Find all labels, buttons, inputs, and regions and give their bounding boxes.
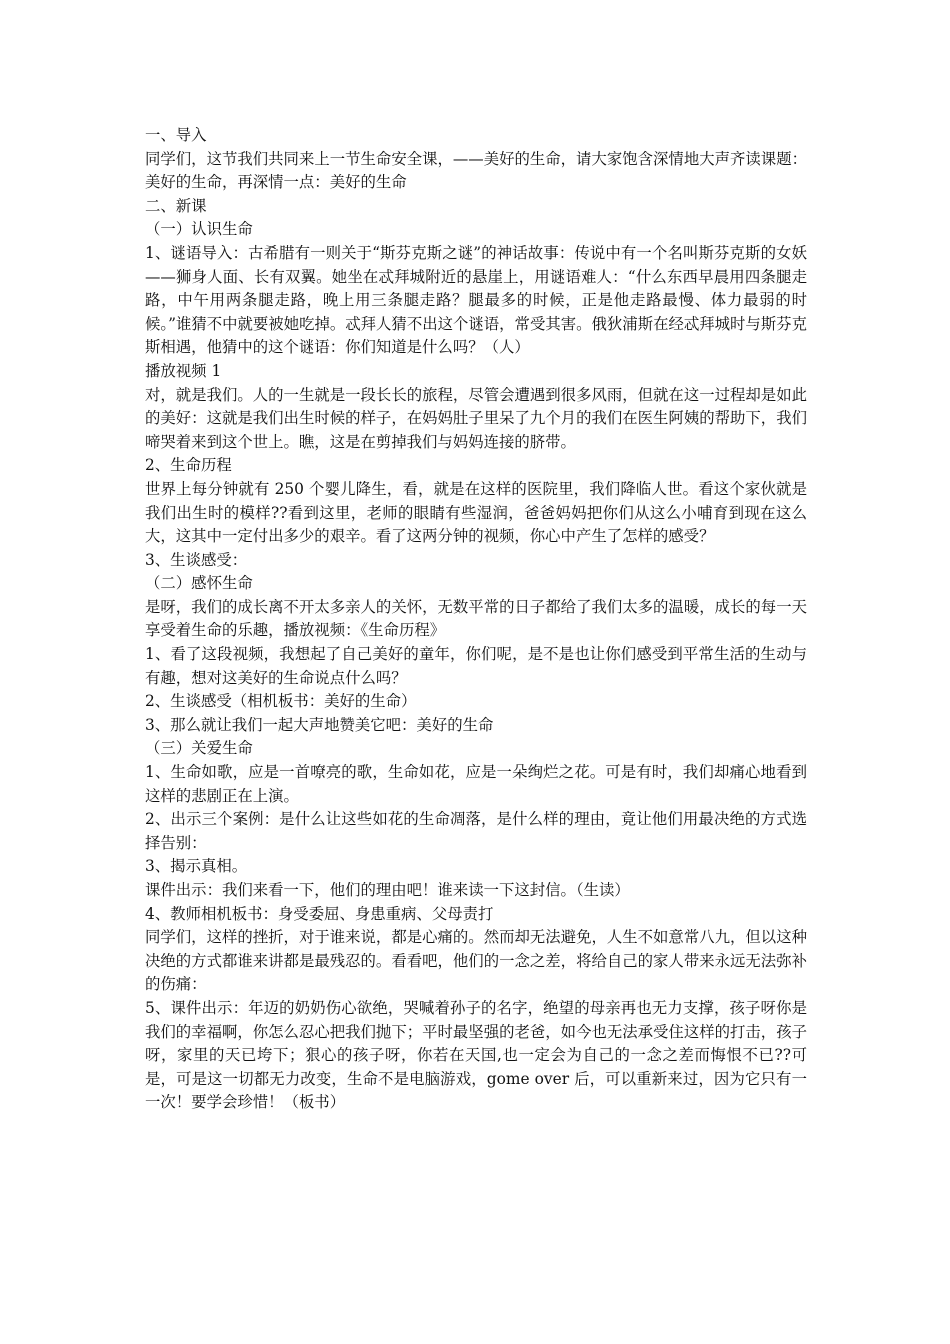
subheading-care-life: （三）关爱生命 xyxy=(145,739,253,758)
heading-new-lesson: 二、新课 xyxy=(145,196,207,215)
paragraph: 1、生命如歌，应是一首嘹亮的歌，生命如花，应是一朵绚烂之花。可是有时，我们却痛心地看到这样的悲剧正在上演。 xyxy=(145,763,807,805)
paragraph: 播放视频 1 xyxy=(145,361,222,380)
subheading-know-life: （一）认识生命 xyxy=(145,220,253,239)
paragraph: 同学们，这样的挫折，对于谁来说，都是心痛的。然而却无法避免，人生不如意常八九，但以这种决绝的方式都谁来讲都是最残忍的。看看吧，他们的一念之差，将给自己的家人带来永远无法弥补的伤痛： xyxy=(145,928,807,994)
paragraph: 4、教师相机板书：身受委屈、身患重病、父母责打 xyxy=(145,904,494,923)
heading-intro: 一、导入 xyxy=(145,126,207,144)
subheading-feel-life: （二）感怀生命 xyxy=(145,574,253,593)
document-body xyxy=(145,124,807,1115)
paragraph: 3、那么就让我们一起大声地赞美它吧：美好的生命 xyxy=(145,715,494,734)
paragraph: 同学们，这节我们共同来上一节生命安全课，——美好的生命，请大家饱含深情地大声齐读课题：美好的生命，再深情一点：美好的生命 xyxy=(145,149,807,192)
paragraph: 是呀，我们的成长离不开太多亲人的关怀，无数平常的日子都给了我们太多的温暖，成长的每一天享受着生命的乐趣，播放视频：《生命历程》 xyxy=(145,597,807,640)
paragraph: 5、课件出示：年迈的奶奶伤心欲绝，哭喊着孙子的名字，绝望的母亲再也无力支撑，孩子呀你是我们的幸福啊，你怎么忍心把我们抛下；平时最坚强的老爸，如今也无法承受住这样的打击，孩子呀，家里的天已垮下；狠心的孩子呀，你若在天国,也一定会为自己的一念之差而悔恨不已??可是，可是这一切都无力改变，生命不是电脑游戏，gome over 后，可以重新来过，因为它只有一一次！要学会珍惜！（板书） xyxy=(145,998,807,1112)
paragraph: 1、谜语导入：古希腊有一则关于“斯芬克斯之谜”的神话故事：传说中有一个名叫斯芬克斯的女妖——狮身人面、长有双翼。她坐在忒拜城附近的悬崖上，用谜语难人：“什么东西早晨用四条腿走路，中午用两条腿走路，晚上用三条腿走路？腿最多的时候，正是他走路最慢、体力最弱的时候。”谁猜不中就要被她吃掉。忒拜人猜不出这个谜语，常受其害。俄狄浦斯在经忒拜城时与斯芬克斯相遇，他猜中的这个谜语：你们知道是什么吗？（人） xyxy=(145,243,807,357)
paragraph: 世界上每分钟就有 250 个婴儿降生，看，就是在这样的医院里，我们降临人世。看这个家伙就是我们出生时的模样??看到这里，老师的眼睛有些湿润，爸爸妈妈把你们从这么小哺育到现在这么大，这其中一定付出多少的艰辛。看了这两分钟的视频，你心中产生了怎样的感受？ xyxy=(145,479,807,546)
paragraph: 2、生谈感受（相机板书：美好的生命） xyxy=(145,692,417,711)
paragraph: 2、生命历程 xyxy=(145,456,232,475)
paragraph: 3、揭示真相。 xyxy=(145,857,248,876)
paragraph: 2、出示三个案例：是什么让这些如花的生命凋落，是什么样的理由，竟让他们用最决绝的方式选择告别： xyxy=(145,810,807,852)
paragraph: 1、看了这段视频，我想起了自己美好的童年，你们呢，是不是也让你们感受到平常生活的生动与有趣，想对这美好的生命说点什么吗？ xyxy=(145,645,807,687)
paragraph: 课件出示：我们来看一下，他们的理由吧！谁来读一下这封信。（生读） xyxy=(145,881,630,899)
paragraph: 3、生谈感受： xyxy=(145,550,248,569)
paragraph: 对，就是我们。人的一生就是一段长长的旅程，尽管会遭遇到很多风雨，但就在这一过程却是如此的美好：这就是我们出生时候的样子，在妈妈肚子里呆了九个月的我们在医生阿姨的帮助下，我们啼哭着来到这个世上。瞧，这是在剪掉我们与妈妈连接的脐带。 xyxy=(145,385,807,451)
